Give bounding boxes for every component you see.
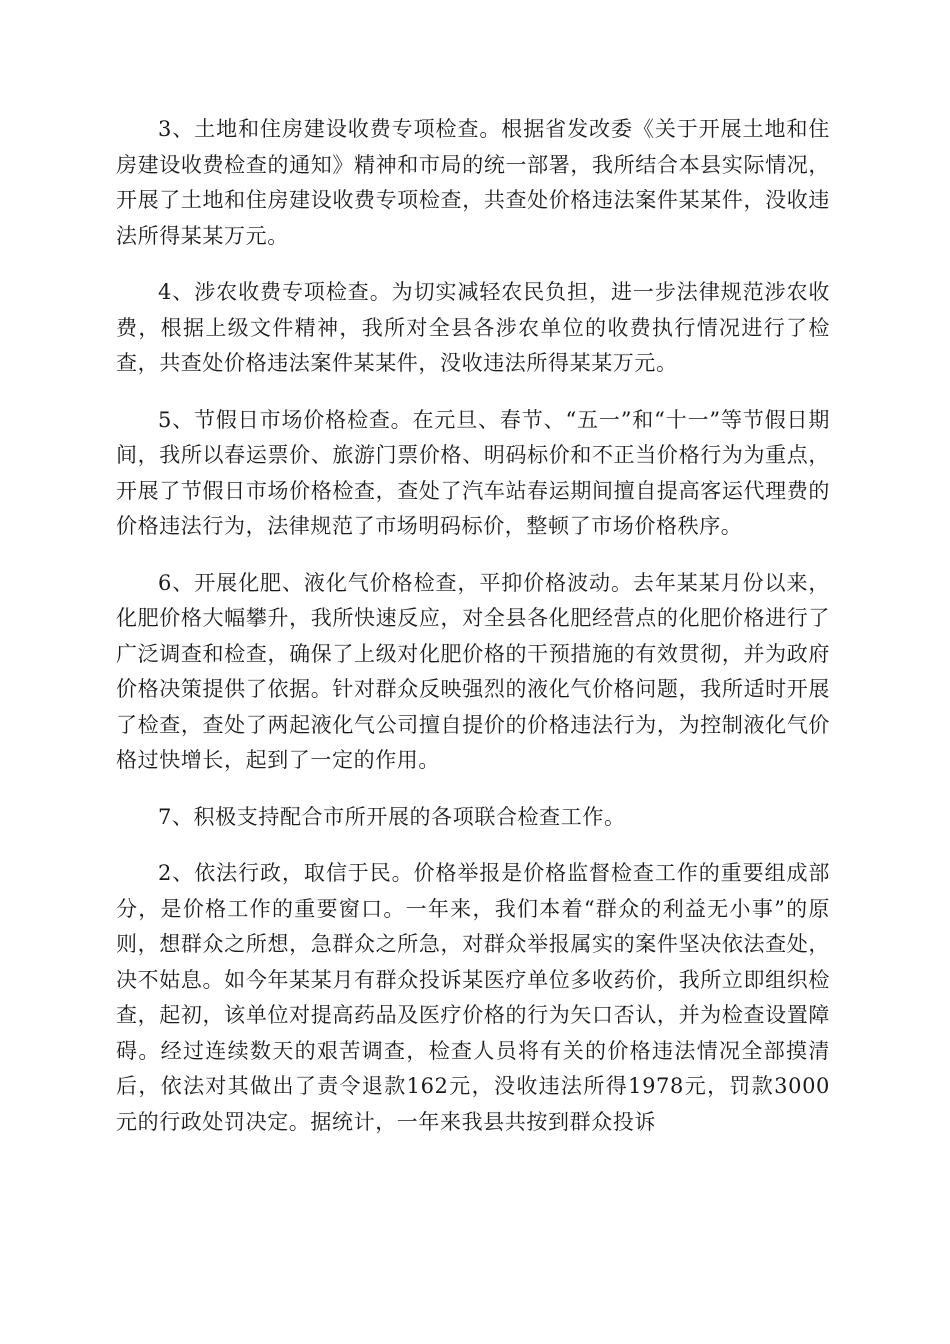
paragraph-law-based-administration: 2、依法行政，取信于民。价格举报是价格监督检查工作的重要组成部分，是价格工作的重要窗口。一年来，我们本着“群众的利益无小事”的原则，想群众之所想，急群众之所急，对群众举报属实的案件坚决依法查处，决不姑息。如今年某某月有群众投诉某医疗单位多收药价，我所立即组织检查，起初，该单位对提高药品及医疗价格的行为矢口否认，并为检查设置障碍。经过连续数天的艰苦调查，检查人员将有关的价格违法情况全部摸清后，依法对其做出了责令退款162元，没收违法所得1978元，罚款3000元的行政处罚决定。据统计，一年来我县共按到群众投诉	[116, 861, 830, 1134]
paragraph-joint-inspection-support: 7、积极支持配合市所开展的各项联合检查工作。	[158, 804, 626, 829]
paragraph-fertilizer-gas-price-check: 6、开展化肥、液化气价格检查，平抑价格波动。去年某某月份以来，化肥价格大幅攀升，我所快速反应，对全县各化肥经营点的化肥价格进行了广泛调查和检查，确保了上级对化肥价格的干预措施的有效贯彻，并为政府价格决策提供了依据。针对群众反映强烈的液化气价格问题，我所适时开展了检查，查处了两起液化气公司擅自提价的价格违法行为，为控制液化气价格过快增长，起到了一定的作用。	[116, 570, 830, 772]
paragraph-agricultural-fee-check: 4、涉农收费专项检查。为切实减轻农民负担，进一步法律规范涉农收费，根据上级文件精神，我所对全县各涉农单位的收费执行情况进行了检查，共查处价格违法案件某某件，没收违法所得某某万元。	[116, 280, 830, 375]
paragraph-holiday-market-price-check: 5、节假日市场价格检查。在元旦、春节、“五一”和“十一”等节假日期间，我所以春运票价、旅游门票价格、明码标价和不正当价格行为为重点，开展了节假日市场价格检查，查处了汽车站春运期间擅自提高客运代理费的价格违法行为，法律规范了市场明码标价，整顿了市场价格秩序。	[116, 407, 830, 538]
paragraph-land-housing-fee-check: 3、土地和住房建设收费专项检查。根据省发改委《关于开展土地和住房建设收费检查的通知》精神和市局的统一部署，我所结合本县实际情况，开展了土地和住房建设收费专项检查，共查处价格违法案件某某件，没收违法所得某某万元。	[116, 117, 830, 248]
